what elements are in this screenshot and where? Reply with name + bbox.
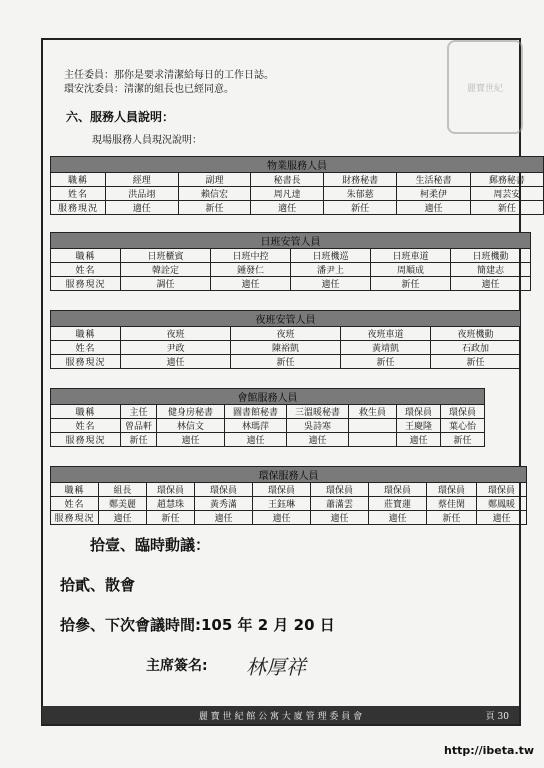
table-cell: 潘尹上	[291, 263, 371, 277]
table-row	[51, 511, 527, 525]
table-cell: 鄭美麗	[99, 497, 147, 511]
row-label: 職稱	[51, 327, 121, 341]
table-cell: 周凡達	[251, 187, 324, 201]
table-cell: 三溫暖秘書	[287, 405, 349, 419]
table-cell: 適任	[121, 355, 231, 369]
table-cell: 適任	[451, 277, 531, 291]
page-number: 頁 30	[485, 712, 509, 722]
row-label: 服務現況	[51, 355, 121, 369]
table-cell: 吳詩寒	[287, 419, 349, 433]
table-cell	[349, 419, 397, 433]
table-row	[51, 405, 485, 419]
chair-signature-label: 主席簽名:	[146, 658, 208, 674]
row-label: 服務現況	[51, 277, 121, 291]
row-label: 姓名	[51, 497, 99, 511]
table-cell: 新任	[121, 433, 157, 447]
table-cell: 環保員	[427, 483, 477, 497]
item-13-heading: 拾參、下次會議時間:105 年 2 月 20 日	[60, 616, 335, 634]
table-cell: 莊寶蓮	[369, 497, 427, 511]
watermark: http://ibeta.tw	[444, 744, 535, 757]
table-cell: 秘書長	[251, 173, 324, 187]
table-cell: 賴信宏	[178, 187, 251, 201]
table-cell: 環保員	[397, 405, 441, 419]
table-row	[51, 341, 521, 355]
table-cell: 王鈺琳	[253, 497, 311, 511]
table-cell: 適任	[287, 433, 349, 447]
table-cell: 林瑪萍	[225, 419, 287, 433]
table-cell: 健身房秘書	[157, 405, 225, 419]
table-cell: 日班車道	[371, 249, 451, 263]
row-label: 職稱	[51, 249, 121, 263]
table-cell: 周順成	[371, 263, 451, 277]
footer-bar	[42, 706, 519, 724]
table-row	[51, 497, 527, 511]
footer-text: 麗 寶 世 紀 館 公 寓 大 廈 管 理 委 員 會	[198, 711, 363, 722]
row-label: 職稱	[51, 173, 106, 187]
table-cell: 葉心怡	[441, 419, 485, 433]
table-cell: 曾品軒	[121, 419, 157, 433]
table-cell: 林信文	[157, 419, 225, 433]
table-row	[51, 327, 521, 341]
table-cell: 洪品翊	[105, 187, 178, 201]
table-cell: 夜班	[121, 327, 231, 341]
row-label: 職稱	[51, 483, 99, 497]
row-label: 姓名	[51, 187, 106, 201]
section-6-subtitle: 現場服務人員現況說明：	[92, 135, 202, 146]
table-cell: 周芸安	[470, 187, 543, 201]
table-cell: 鍾發仁	[211, 263, 291, 277]
table-cell: 環保員	[369, 483, 427, 497]
table-cell: 副理	[178, 173, 251, 187]
table-cell: 日班機巡	[291, 249, 371, 263]
table-cell: 適任	[99, 511, 147, 525]
table-cell: 石政加	[431, 341, 521, 355]
table-cell: 新任	[371, 277, 451, 291]
table-cell: 郵務秘書	[470, 173, 543, 187]
table-cell: 新任	[341, 355, 431, 369]
intro-line-2: 環安沈委員：清潔的組長也已經同意。	[64, 84, 234, 95]
row-label: 姓名	[51, 263, 121, 277]
table-cell: 蕭滿雲	[311, 497, 369, 511]
table-cell: 調任	[121, 277, 211, 291]
table-cell: 主任	[121, 405, 157, 419]
table-cell: 蔡佳閑	[427, 497, 477, 511]
table-cell: 新任	[147, 511, 195, 525]
row-label: 職稱	[51, 405, 121, 419]
table-cell: 趙慧珠	[147, 497, 195, 511]
table-cell: 新任	[231, 355, 341, 369]
table-cell: 黃靖凱	[341, 341, 431, 355]
table-cell: 適任	[225, 433, 287, 447]
row-label: 服務現況	[51, 201, 106, 215]
table-cell: 新任	[427, 511, 477, 525]
table-cell: 環保員	[311, 483, 369, 497]
table-cell: 適任	[291, 277, 371, 291]
table-cell: 黃秀滿	[195, 497, 253, 511]
table-cell: 王慶隆	[397, 419, 441, 433]
chair-signature: 林厚祥	[246, 655, 306, 679]
clubhouse-service-table	[50, 388, 485, 447]
table-cell: 適任	[397, 433, 441, 447]
table-cell: 適任	[251, 201, 324, 215]
section-6-title: 六、服務人員說明：	[66, 110, 175, 124]
table-cell: 適任	[397, 201, 470, 215]
table-cell: 夜班機動	[431, 327, 521, 341]
table-cell: 日班機動	[451, 249, 531, 263]
table-cell: 柯柔伊	[397, 187, 470, 201]
table-row	[51, 277, 531, 291]
table-cell: 日班中控	[211, 249, 291, 263]
table-row	[51, 483, 527, 497]
table-cell: 生活秘書	[397, 173, 470, 187]
table-cell: 適任	[157, 433, 225, 447]
table-cell: 新任	[441, 433, 485, 447]
night-security-title: 夜班安管人員	[51, 311, 521, 327]
table-cell: 鄭鳳暖	[477, 497, 527, 511]
table-cell: 環保員	[477, 483, 527, 497]
table-cell: 新任	[178, 201, 251, 215]
table-cell: 適任	[195, 511, 253, 525]
table-cell: 陳裕凱	[231, 341, 341, 355]
row-label: 姓名	[51, 419, 121, 433]
table-cell: 簡建志	[451, 263, 531, 277]
seal-stamp-text: 麗寶世紀	[466, 83, 503, 94]
property-service-title: 物業服務人員	[51, 157, 544, 173]
night-security-table	[50, 310, 521, 369]
table-cell: 適任	[211, 277, 291, 291]
environmental-service-title: 環保服務人員	[51, 467, 527, 483]
table-cell: 財務秘書	[324, 173, 397, 187]
table-cell: 適任	[253, 511, 311, 525]
row-label: 服務現況	[51, 511, 99, 525]
row-label: 姓名	[51, 341, 121, 355]
table-cell: 組長	[99, 483, 147, 497]
row-label: 服務現況	[51, 433, 121, 447]
item-12-heading: 拾貳、散會	[60, 576, 136, 594]
table-cell: 新任	[431, 355, 521, 369]
table-cell: 環保員	[441, 405, 485, 419]
table-row	[51, 173, 544, 187]
table-row	[51, 355, 521, 369]
table-cell: 夜班車道	[341, 327, 431, 341]
day-security-table	[50, 232, 531, 291]
table-row	[51, 201, 544, 215]
property-service-table	[50, 156, 544, 215]
table-cell: 夜班	[231, 327, 341, 341]
table-cell: 新任	[324, 201, 397, 215]
table-cell: 適任	[105, 201, 178, 215]
table-cell: 韓詮定	[121, 263, 211, 277]
table-cell: 經理	[105, 173, 178, 187]
table-cell: 適任	[311, 511, 369, 525]
table-cell: 朱郁慈	[324, 187, 397, 201]
table-cell: 環保員	[195, 483, 253, 497]
table-cell: 適任	[477, 511, 527, 525]
table-cell: 環保員	[253, 483, 311, 497]
seal-stamp	[447, 40, 523, 134]
table-row	[51, 419, 485, 433]
item-11-heading: 拾壹、臨時動議：	[90, 536, 211, 554]
day-security-title: 日班安管人員	[51, 233, 531, 249]
table-row	[51, 433, 485, 447]
table-cell: 適任	[369, 511, 427, 525]
table-cell	[349, 433, 397, 447]
table-cell: 環保員	[147, 483, 195, 497]
intro-line-1: 主任委員：那你是要求清潔給每日的工作日誌。	[64, 70, 274, 81]
table-cell: 日班櫃賓	[121, 249, 211, 263]
environmental-service-table	[50, 466, 527, 525]
table-cell: 尹政	[121, 341, 231, 355]
table-cell: 圖書館秘書	[225, 405, 287, 419]
clubhouse-service-title: 會館服務人員	[51, 389, 485, 405]
table-cell: 救生員	[349, 405, 397, 419]
table-row	[51, 249, 531, 263]
table-row	[51, 187, 544, 201]
table-cell: 新任	[470, 201, 543, 215]
table-row	[51, 263, 531, 277]
